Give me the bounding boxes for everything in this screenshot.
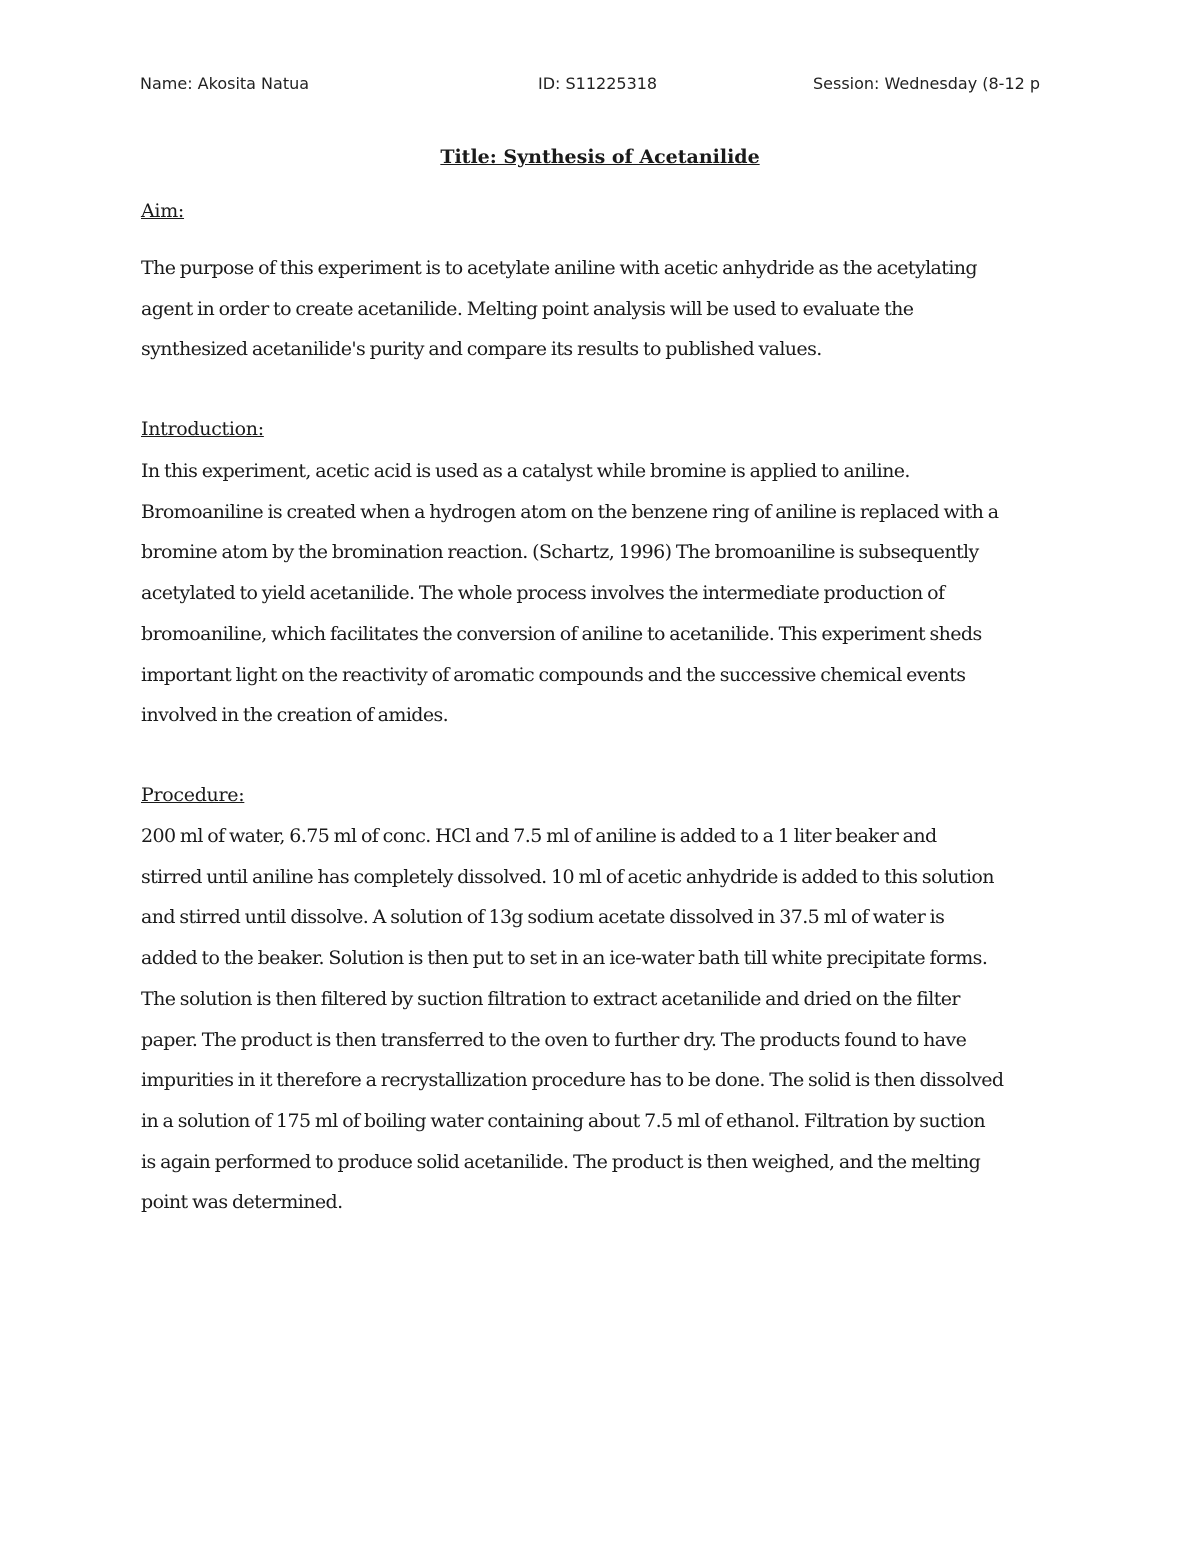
paragraph-line: impurities in it therefore a recrystallization procedure has to be done. The solid is then dissolved (141, 1069, 1004, 1092)
paragraph-line: paper. The product is then transferred to the oven to further dry. The products found to have (141, 1028, 967, 1051)
introduction-heading: Introduction: (141, 418, 264, 440)
session-info: Session: Wednesday (8-12 p (813, 74, 1041, 93)
paragraph-line: bromoaniline, which facilitates the conversion of aniline to acetanilide. This experiment sheds (141, 622, 982, 645)
paragraph-line: synthesized acetanilide's purity and compare its results to published values. (141, 338, 822, 361)
paragraph-line: Bromoaniline is created when a hydrogen atom on the benzene ring of aniline is replaced with a (141, 500, 999, 523)
paragraph-line: In this experiment, acetic acid is used as a catalyst while bromine is applied to aniline. (141, 460, 910, 482)
procedure-paragraph (141, 816, 1071, 1223)
page-header (140, 74, 1060, 98)
paragraph-line: 200 ml of water, 6.75 ml of conc. HCl and 7.5 ml of aniline is added to a 1 liter beaker and (141, 825, 937, 847)
paragraph-line: agent in order to create acetanilide. Melting point analysis will be used to evaluate the (141, 297, 914, 320)
student-id: ID: S11225318 (538, 74, 658, 93)
paragraph-line: involved in the creation of amides. (141, 704, 449, 727)
paragraph-line: point was determined. (141, 1191, 343, 1214)
paragraph-line: in a solution of 175 ml of boiling water containing about 7.5 ml of ethanol. Filtration by suction (141, 1109, 986, 1132)
student-name: Name: Akosita Natua (140, 74, 310, 93)
introduction-paragraph (141, 451, 1071, 736)
aim-paragraph (141, 248, 1071, 370)
paragraph-line: and stirred until dissolve. A solution of 13g sodium acetate dissolved in 37.5 ml of water is (141, 906, 945, 929)
paragraph-line: bromine atom by the bromination reaction. (Schartz, 1996) The bromoaniline is subsequently (141, 541, 979, 564)
paragraph-line: acetylated to yield acetanilide. The whole process involves the intermediate production of (141, 582, 945, 605)
paragraph-line: The solution is then filtered by suction filtration to extract acetanilide and dried on the filter (141, 987, 960, 1010)
procedure-heading: Procedure: (141, 784, 245, 806)
paragraph-line: added to the beaker. Solution is then put to set in an ice-water bath till white precipitate forms. (141, 947, 988, 970)
paragraph-line: important light on the reactivity of aromatic compounds and the successive chemical events (141, 663, 966, 686)
paragraph-line: is again performed to produce solid acetanilide. The product is then weighed, and the melting (141, 1150, 981, 1173)
aim-heading: Aim: (141, 200, 185, 222)
paragraph-line: stirred until aniline has completely dissolved. 10 ml of acetic anhydride is added to this solution (141, 865, 994, 888)
document-title: Title: Synthesis of Acetanilide (440, 146, 760, 168)
paragraph-line: The purpose of this experiment is to acetylate aniline with acetic anhydride as the acetylating (141, 257, 977, 279)
